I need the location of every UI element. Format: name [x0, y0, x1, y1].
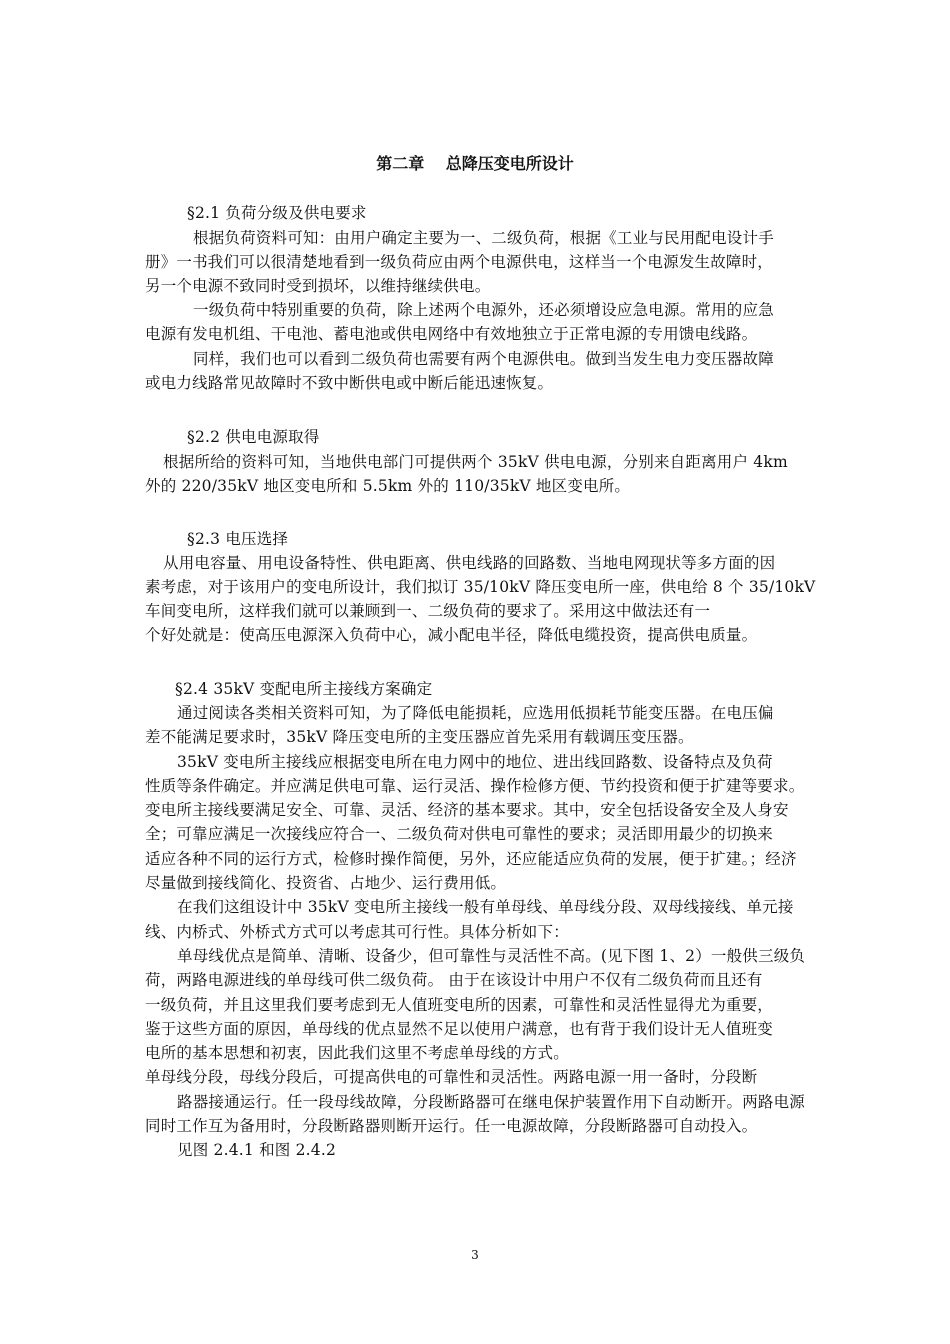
paragraph-line: 根据负荷资料可知：由用户确定主要为一、二级负荷，根据《工业与民用配电设计手 [193, 229, 774, 247]
paragraph-line: 适应各种不同的运行方式，检修时操作简便，另外，还应能适应负荷的发展，便于扩建。；经济 [145, 850, 797, 868]
section-heading-2-4: §2.4 35kV 变配电所主接线方案确定 [175, 680, 433, 698]
figure-reference-line: 见图 2.4.1 和图 2.4.2 [177, 1141, 337, 1159]
paragraph-line: 鉴于这些方面的原因，单母线的优点显然不足以使用户满意，也有背于我们设计无人值班变 [145, 1020, 774, 1038]
paragraph-line: 差不能满足要求时，35kV 降压变电所的主变压器应首先采用有载调压变压器。 [145, 728, 694, 746]
paragraph-line: 电所的基本思想和初衷，因此我们这里不考虑单母线的方式。 [145, 1044, 569, 1062]
paragraph-line: 册》一书我们可以很清楚地看到一级负荷应由两个电源供电，这样当一个电源发生故障时， [145, 253, 774, 271]
paragraph-line: 个好处就是：使高压电源深入负荷中心，减小配电半径，降低电缆投资，提高供电质量。 [145, 626, 758, 644]
paragraph-line: 另一个电源不致同时受到损坏，以维持继续供电。 [145, 277, 491, 295]
paragraph-line: 电源有发电机组、干电池、蓄电池或供电网络中有效地独立于正常电源的专用馈电线路。 [145, 325, 758, 343]
section-heading-2-2: §2.2 供电电源取得 [187, 428, 320, 446]
paragraph-line: 通过阅读各类相关资料可知，为了降低电能损耗，应选用低损耗节能变压器。在电压偏 [177, 704, 774, 722]
paragraph-line: 或电力线路常见故障时不致中断供电或中断后能迅速恢复。 [145, 374, 554, 392]
paragraph-line: 单母线优点是简单、清晰、设备少，但可靠性与灵活性不高。(见下图 1、2）一般供三级负 [177, 947, 806, 965]
paragraph-line: 同时工作互为备用时，分段断路器则断开运行。任一电源故障，分段断路器可自动投入。 [145, 1117, 758, 1135]
section-heading-2-1: §2.1 负荷分级及供电要求 [187, 204, 367, 222]
section-heading-2-3: §2.3 电压选择 [187, 530, 289, 548]
paragraph-line: 路器接通运行。任一段母线故障，分段断路器可在继电保护装置作用下自动断开。两路电源 [177, 1093, 806, 1111]
paragraph-line: 素考虑，对于该用户的变电所设计，我们拟订 35/10kV 降压变电所一座，供电给 8 个 35/10kV [145, 578, 816, 596]
paragraph-line: 根据所给的资料可知，当地供电部门可提供两个 35kV 供电电源，分别来自距离用户 4km [163, 453, 788, 471]
paragraph-line: 线、内桥式、外桥式方式可以考虑其可行性。具体分析如下： [145, 923, 569, 941]
paragraph-line: 尽量做到接线简化、投资省、占地少、运行费用低。 [145, 874, 507, 892]
paragraph-line: 35kV 变电所主接线应根据变电所在电力网中的地位、进出线回路数、设备特点及负荷 [177, 753, 773, 771]
paragraph-line: 一级负荷，并且这里我们要考虑到无人值班变电所的因素，可靠性和灵活性显得尤为重要， [145, 996, 774, 1014]
paragraph-line: 荷，两路电源进线的单母线可供二级负荷。 由于在该设计中用户不仅有二级负荷而且还有 [145, 971, 763, 989]
paragraph-line: 性质等条件确定。并应满足供电可靠、运行灵活、操作检修方便、节约投资和便于扩建等要求。 [145, 777, 805, 795]
paragraph-line: 从用电容量、用电设备特性、供电距离、供电线路的回路数、当地电网现状等多方面的因 [163, 554, 776, 572]
page-number: 3 [471, 1248, 479, 1262]
paragraph-line: 一级负荷中特别重要的负荷，除上述两个电源外，还必须增设应急电源。常用的应急 [193, 301, 774, 319]
paragraph-line: 在我们这组设计中 35kV 变电所主接线一般有单母线、单母线分段、双母线接线、单元接 [177, 898, 794, 916]
paragraph-line: 全；可靠应满足一次接线应符合一、二级负荷对供电可靠性的要求；灵活即用最少的切换来 [145, 825, 774, 843]
paragraph-line: 外的 220/35kV 地区变电所和 5.5km 外的 110/35kV 地区变电所。 [145, 477, 631, 495]
chapter-title: 第二章 总降压变电所设计 [376, 154, 574, 173]
paragraph-line: 同样，我们也可以看到二级负荷也需要有两个电源供电。做到当发生电力变压器故障 [193, 350, 774, 368]
paragraph-line: 车间变电所，这样我们就可以兼顾到一、二级负荷的要求了。采用这中做法还有一 [145, 602, 711, 620]
paragraph-line: 变电所主接线要满足安全、可靠、灵活、经济的基本要求。其中，安全包括设备安全及人身安 [145, 801, 789, 819]
paragraph-line: 单母线分段，母线分段后，可提高供电的可靠性和灵活性。两路电源一用一备时，分段断 [145, 1068, 758, 1086]
